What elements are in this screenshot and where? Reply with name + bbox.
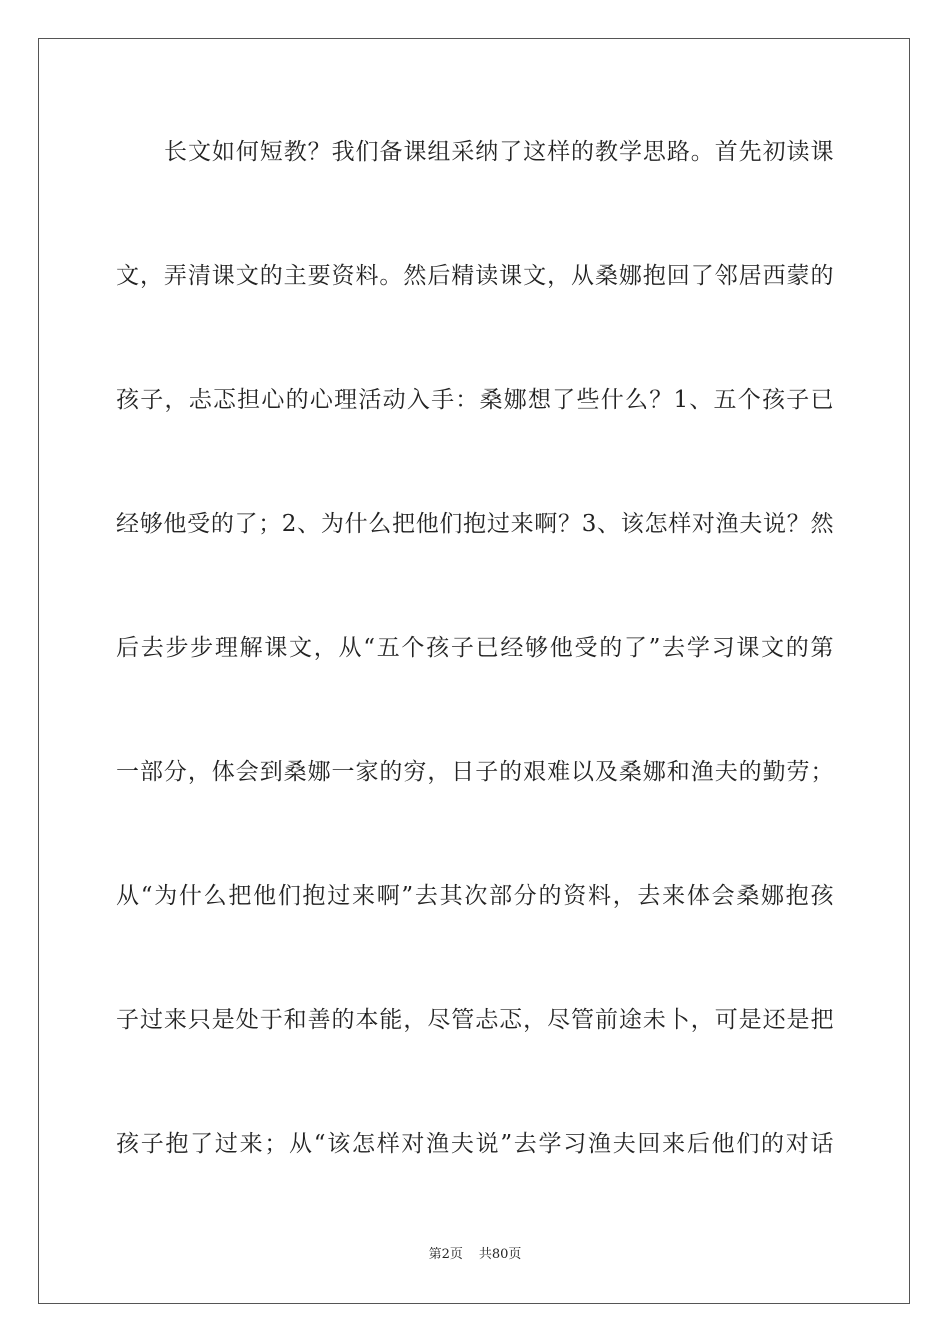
page-footer bbox=[0, 1246, 950, 1264]
body-text-line-4: 经够他受的了；2、为什么把他们抱过来啊？3、该怎样对渔夫说？然 bbox=[116, 511, 834, 537]
page-border bbox=[38, 38, 910, 1304]
body-text-line-7: 从“为什么把他们抱过来啊”去其次部分的资料，去来体会桑娜抱孩 bbox=[116, 883, 834, 909]
body-text-line-1: 长文如何短教？我们备课组采纳了这样的教学思路。首先初读课 bbox=[164, 139, 834, 165]
body-text-line-9: 孩子抱了过来；从“该怎样对渔夫说”去学习渔夫回来后他们的对话 bbox=[116, 1131, 834, 1157]
body-text-line-8: 子过来只是处于和善的本能，尽管忐忑，尽管前途未卜，可是还是把 bbox=[116, 1007, 834, 1033]
body-text-line-6: 一部分，体会到桑娜一家的穷，日子的艰难以及桑娜和渔夫的勤劳； bbox=[116, 759, 834, 785]
body-text-line-3: 孩子，忐忑担心的心理活动入手：桑娜想了些什么？1、五个孩子已 bbox=[116, 387, 834, 413]
body-text-line-5: 后去步步理解课文，从“五个孩子已经够他受的了”去学习课文的第 bbox=[116, 635, 834, 661]
page-number-current: 第2页 bbox=[428, 1247, 463, 1262]
body-text-line-2: 文，弄清课文的主要资料。然后精读课文，从桑娜抱回了邻居西蒙的 bbox=[116, 263, 834, 289]
page-number-total: 共80页 bbox=[478, 1247, 522, 1262]
